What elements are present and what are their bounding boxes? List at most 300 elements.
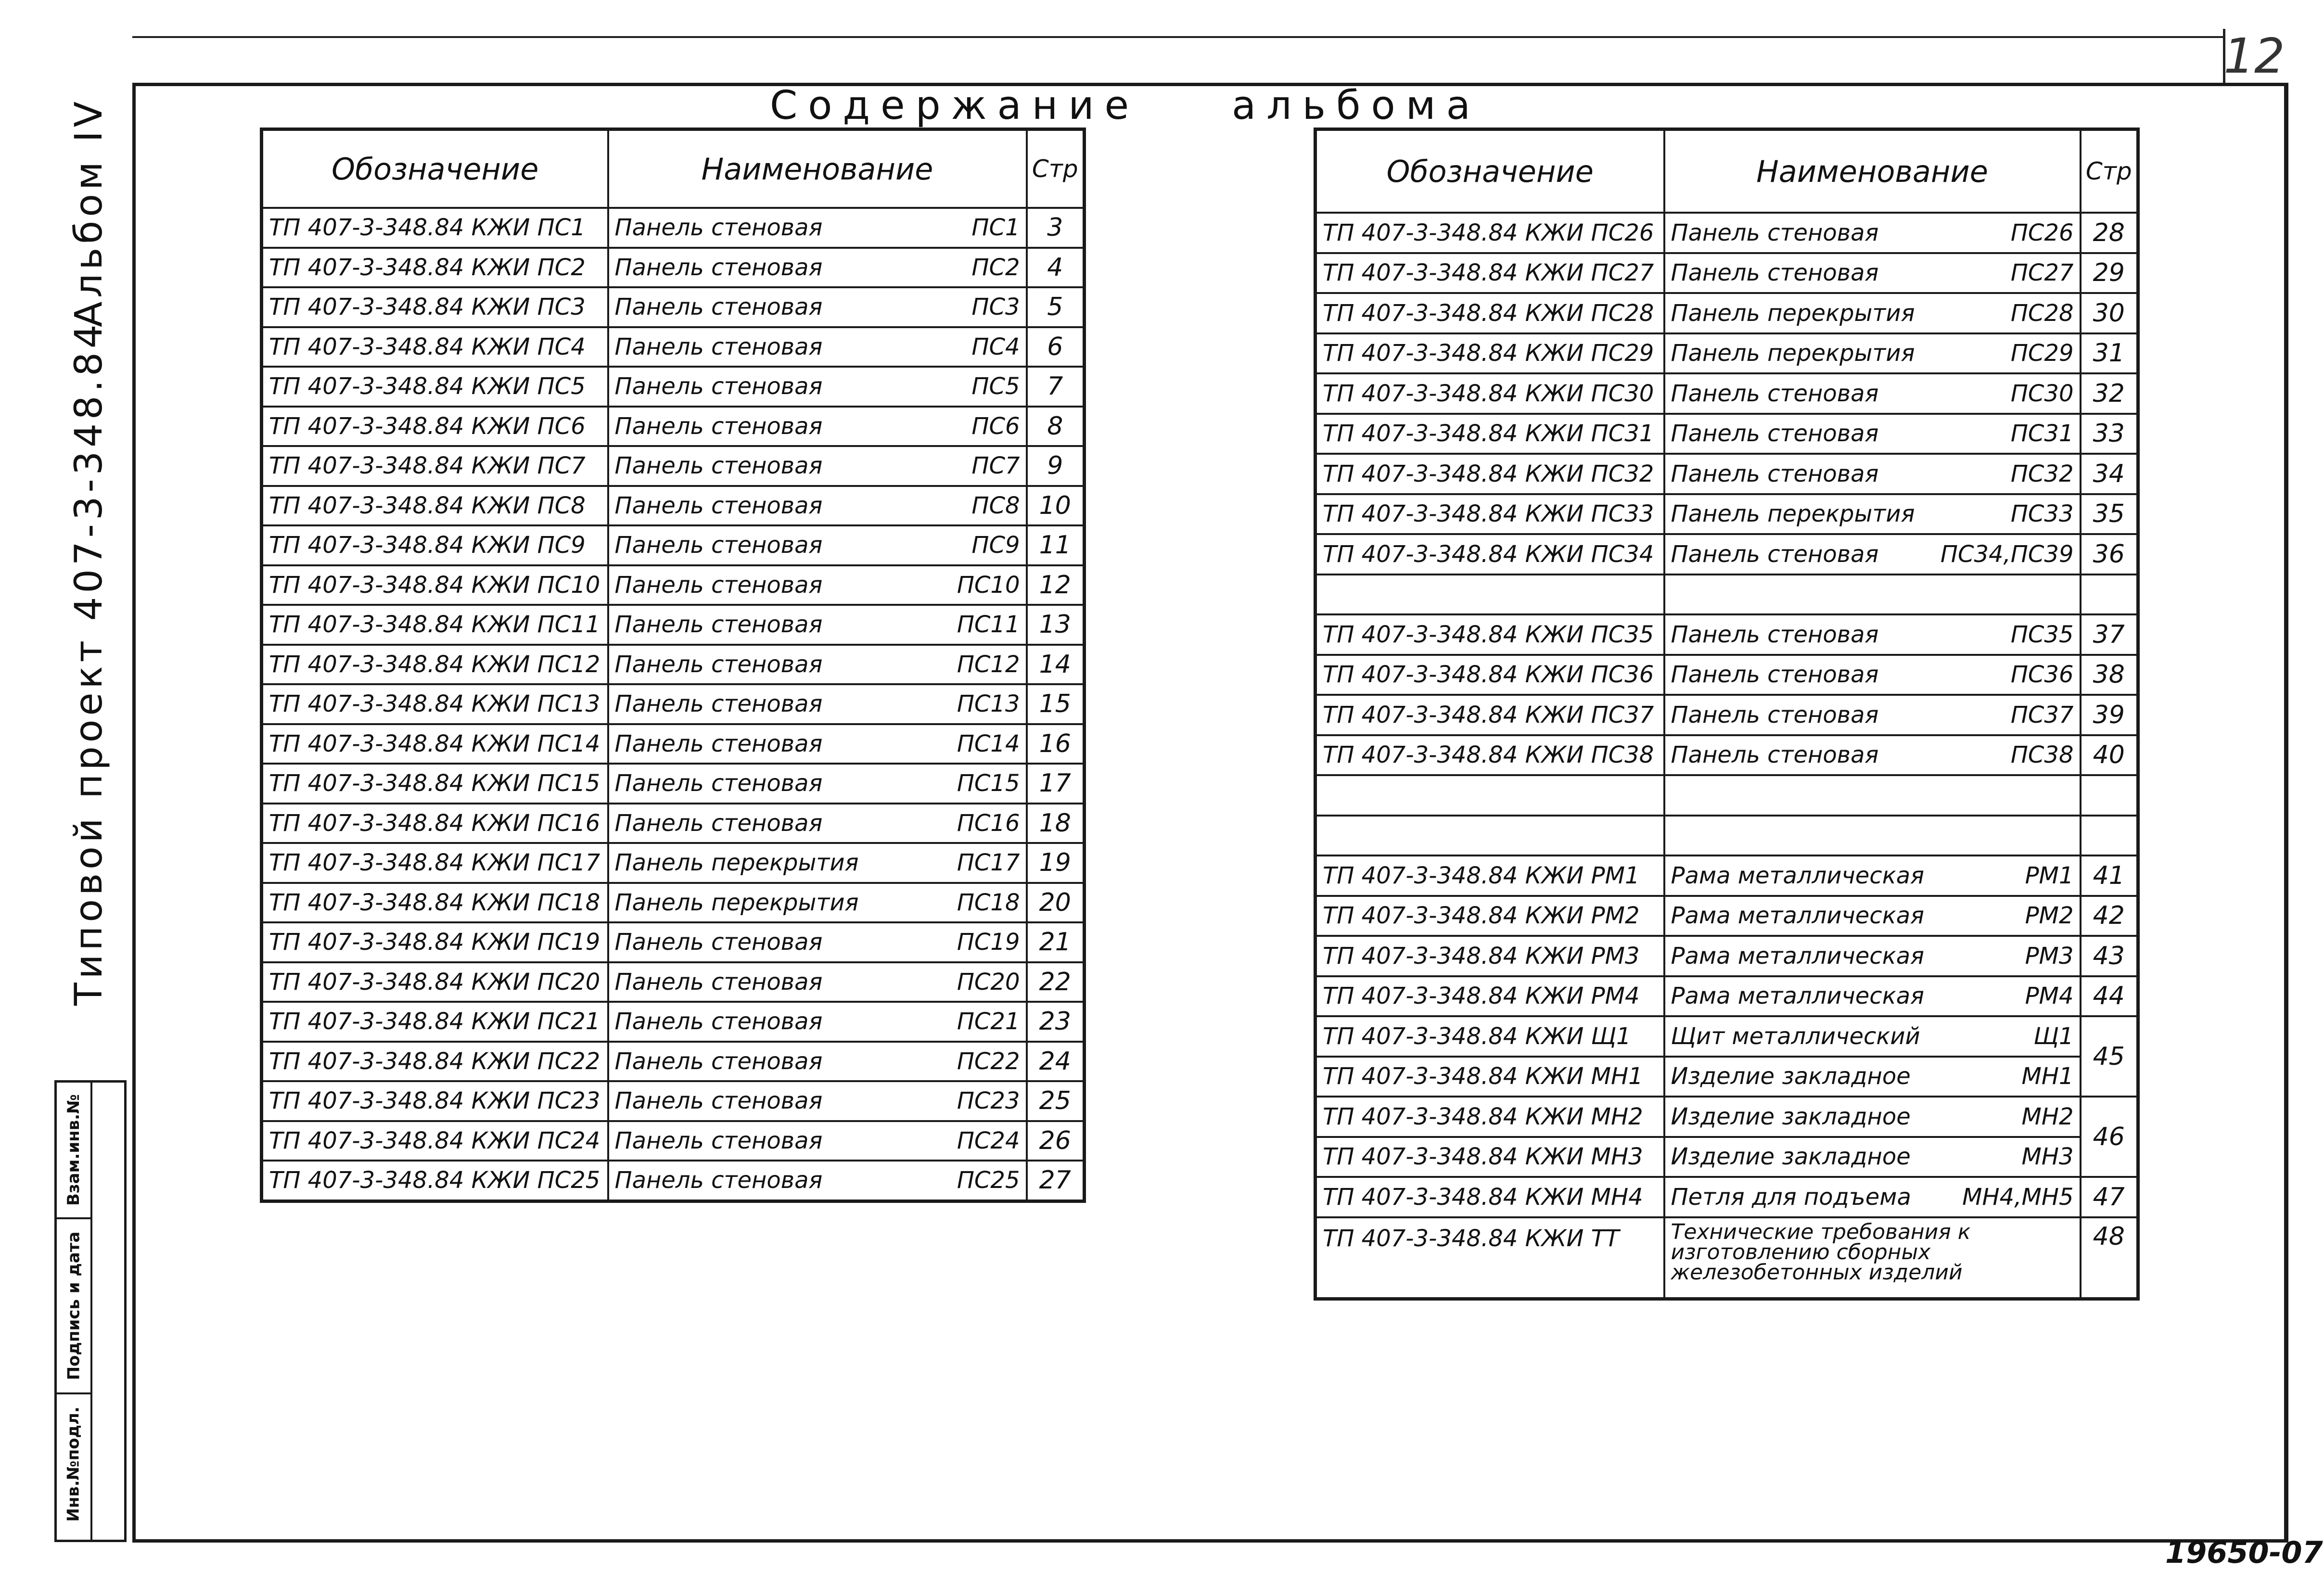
- table-row: [1315, 976, 2138, 1017]
- row-mark: МН3: [2021, 1143, 2074, 1171]
- row-name-cell: [608, 1161, 1027, 1201]
- row-page: 40: [2081, 735, 2138, 776]
- row-name: Панель стеновая: [1671, 540, 1879, 568]
- row-mark: ПС13: [957, 690, 1020, 718]
- header-code: Обозначение: [1315, 129, 1664, 213]
- row-code: ТП 407-3-348.84 КЖИ ПС20: [262, 962, 608, 1002]
- row-page: 35: [2081, 494, 2138, 535]
- table-row: [1315, 1217, 2138, 1299]
- row-name: Изделие закладное: [1671, 1063, 1911, 1090]
- row-code: ТП 407-3-348.84 КЖИ МН3: [1315, 1137, 1664, 1177]
- row-page: 18: [1027, 804, 1085, 843]
- row-name: Панель стеновая: [614, 651, 823, 678]
- row-name-cell: [608, 1042, 1027, 1082]
- stamp-cell-inv-orig: [57, 1394, 90, 1534]
- row-page: 33: [2081, 414, 2138, 454]
- table-row: [1315, 1137, 2138, 1177]
- stamp-label-inv-orig: Инв.№подл.: [64, 1406, 84, 1522]
- row-code: ТП 407-3-348.84 КЖИ ПС28: [1315, 293, 1664, 333]
- row-mark: ПС38: [2010, 741, 2074, 769]
- row-page: 23: [1027, 1002, 1085, 1042]
- row-name-cell: [1664, 373, 2081, 414]
- row-page: 38: [2081, 655, 2138, 695]
- row-name: Панель стеновая: [614, 730, 823, 757]
- row-name: Панель стеновая: [614, 294, 823, 321]
- table-row: [1315, 816, 2138, 856]
- row-name-cell: [608, 327, 1027, 367]
- row-name-cell: [1664, 614, 2081, 655]
- row-name-cell: [608, 208, 1027, 248]
- row-page: 16: [1027, 724, 1085, 764]
- row-code: ТП 407-3-348.84 КЖИ ПС37: [1315, 695, 1664, 735]
- table-row: [262, 922, 1085, 962]
- row-name: Панель стеновая: [614, 1008, 823, 1035]
- table-row: [1315, 775, 2138, 816]
- row-name-cell: [1664, 1177, 2081, 1217]
- row-page: 39: [2081, 695, 2138, 735]
- row-name-cell: [608, 486, 1027, 526]
- row-name-cell: [608, 1081, 1027, 1121]
- row-name-cell: [608, 287, 1027, 327]
- row-code: ТП 407-3-348.84 КЖИ ПС26: [1315, 213, 1664, 253]
- row-code: ТП 407-3-348.84 КЖИ РМ2: [1315, 896, 1664, 936]
- row-page: 29: [2081, 253, 2138, 294]
- row-name: Панель стеновая: [614, 254, 823, 281]
- row-name: Панель перекрытия: [1671, 299, 1915, 327]
- row-code: ТП 407-3-348.84 КЖИ ПС30: [1315, 373, 1664, 414]
- row-name-cell: [1664, 293, 2081, 333]
- row-mark: ПС16: [957, 809, 1020, 837]
- row-page: 15: [1027, 684, 1085, 724]
- table-row: [1315, 414, 2138, 454]
- table-row: [1315, 1177, 2138, 1217]
- table-row: [1315, 1016, 2138, 1057]
- table-row: [262, 1161, 1085, 1201]
- row-code: ТП 407-3-348.84 КЖИ ПС3: [262, 287, 608, 327]
- row-page: 4: [1027, 248, 1085, 288]
- row-mark: РМ4: [2025, 983, 2074, 1010]
- row-page: 26: [1027, 1121, 1085, 1161]
- row-page: 41: [2081, 855, 2138, 896]
- row-name-cell: [608, 804, 1027, 843]
- row-page: 43: [2081, 936, 2138, 976]
- row-code: ТП 407-3-348.84 КЖИ ПС33: [1315, 494, 1664, 535]
- row-name-cell: [1664, 333, 2081, 374]
- row-page: 36: [2081, 534, 2138, 574]
- row-page: 7: [1027, 367, 1085, 407]
- table-row: [262, 804, 1085, 843]
- row-code: ТП 407-3-348.84 КЖИ ПС36: [1315, 655, 1664, 695]
- row-mark: ПС20: [957, 968, 1020, 996]
- row-page: 46: [2081, 1097, 2138, 1177]
- row-code: ТП 407-3-348.84 КЖИ МН2: [1315, 1097, 1664, 1137]
- row-name: Панель стеновая: [1671, 259, 1879, 287]
- top-rule: [132, 36, 2223, 38]
- table-row: [262, 208, 1085, 248]
- row-name: Рама металлическая: [1671, 902, 1924, 930]
- row-name: Панель стеновая: [614, 532, 823, 559]
- table-row: [262, 645, 1085, 685]
- table-row: [262, 843, 1085, 883]
- row-name-cell: [608, 407, 1027, 447]
- row-page: 44: [2081, 976, 2138, 1017]
- row-name: Панель стеновая: [1671, 380, 1879, 407]
- table-row: [262, 684, 1085, 724]
- table-row: [1315, 253, 2138, 294]
- row-mark: ПС8: [971, 492, 1020, 519]
- row-mark: ПС31: [2010, 420, 2074, 447]
- row-code: ТП 407-3-348.84 КЖИ ПС4: [262, 327, 608, 367]
- row-page: 20: [1027, 883, 1085, 923]
- archive-number: 19650-07: [2165, 1535, 2323, 1570]
- row-name-cell: [1664, 534, 2081, 574]
- row-mark: ПС33: [2010, 500, 2074, 528]
- row-mark: ПС21: [957, 1008, 1020, 1035]
- table-row: [1315, 534, 2138, 574]
- row-name: Панель стеновая: [614, 1087, 823, 1115]
- row-name: Панель стеновая: [614, 770, 823, 797]
- row-mark: ПС24: [957, 1127, 1020, 1154]
- table-row: [262, 724, 1085, 764]
- row-page: 22: [1027, 962, 1085, 1002]
- row-mark: ПС15: [957, 770, 1020, 797]
- row-name-cell: [608, 883, 1027, 923]
- row-mark: ПС26: [2010, 219, 2074, 246]
- row-code: ТП 407-3-348.84 КЖИ ПС6: [262, 407, 608, 447]
- contents-table-left: [260, 128, 1086, 1203]
- table-row: [262, 764, 1085, 804]
- row-name: Технические требования к изготовлению сборных железобетонных изделий: [1671, 1219, 1971, 1285]
- row-name: Панель стеновая: [1671, 219, 1879, 246]
- table-header-row: [262, 129, 1085, 208]
- row-name-cell: [608, 922, 1027, 962]
- row-name-cell: [1664, 896, 2081, 936]
- row-name: Панель стеновая: [614, 929, 823, 956]
- row-name: Панель стеновая: [614, 492, 823, 519]
- row-code: ТП 407-3-348.84 КЖИ ПС16: [262, 804, 608, 843]
- table-row: [1315, 655, 2138, 695]
- row-code: ТП 407-3-348.84 КЖИ ПС1: [262, 208, 608, 248]
- row-page: 13: [1027, 605, 1085, 645]
- sheet-number: 12: [2223, 27, 2285, 84]
- row-name-cell: [1664, 1217, 2081, 1299]
- row-name: Панель стеновая: [614, 373, 823, 400]
- row-mark: РМ1: [2025, 862, 2074, 889]
- row-mark: ПС14: [957, 730, 1020, 757]
- row-name-cell: [1664, 454, 2081, 494]
- row-code: ТП 407-3-348.84 КЖИ ПС12: [262, 645, 608, 685]
- row-page: 34: [2081, 454, 2138, 494]
- row-page: 17: [1027, 764, 1085, 804]
- row-code: ТП 407-3-348.84 КЖИ ПС22: [262, 1042, 608, 1082]
- row-mark: Щ1: [2033, 1022, 2074, 1050]
- row-code: ТП 407-3-348.84 КЖИ ПС29: [1315, 333, 1664, 374]
- table-row: [262, 287, 1085, 327]
- row-code: ТП 407-3-348.84 КЖИ ПС7: [262, 446, 608, 486]
- row-page: 48: [2081, 1217, 2138, 1299]
- table-row: [1315, 333, 2138, 374]
- row-name-cell: [608, 248, 1027, 288]
- row-name: Панель стеновая: [614, 690, 823, 718]
- row-mark: ПС23: [957, 1087, 1020, 1115]
- row-page: 5: [1027, 287, 1085, 327]
- row-name: Панель стеновая: [614, 1047, 823, 1075]
- row-code: ТП 407-3-348.84 КЖИ ПС18: [262, 883, 608, 923]
- row-code: ТП 407-3-348.84 КЖИ ПС24: [262, 1121, 608, 1161]
- row-mark: ПС32: [2010, 460, 2074, 487]
- row-code: ТП 407-3-348.84 КЖИ ПС2: [262, 248, 608, 288]
- table-row: [1315, 896, 2138, 936]
- row-mark: МН4,МН5: [1962, 1183, 2074, 1211]
- row-mark: ПС11: [957, 611, 1020, 638]
- row-name-cell: [1664, 213, 2081, 253]
- header-name: Наименование: [608, 129, 1027, 208]
- row-code: ТП 407-3-348.84 КЖИ ПС8: [262, 486, 608, 526]
- row-mark: ПС6: [971, 412, 1020, 440]
- table-row: [262, 962, 1085, 1002]
- row-page: 3: [1027, 208, 1085, 248]
- table-row: [262, 1121, 1085, 1161]
- side-text-album: Альбом IV: [67, 97, 111, 327]
- row-mark: ПС4: [971, 333, 1020, 360]
- row-code: ТП 407-3-348.84 КЖИ ПС21: [262, 1002, 608, 1042]
- row-page: 21: [1027, 922, 1085, 962]
- row-page: [2081, 816, 2138, 856]
- row-name-cell: [1664, 1057, 2081, 1097]
- row-code: ТП 407-3-348.84 КЖИ ПС25: [262, 1161, 608, 1201]
- table-row: [262, 367, 1085, 407]
- table-row: [262, 525, 1085, 565]
- row-name: Панель перекрытия: [1671, 500, 1915, 528]
- table-row: [262, 1042, 1085, 1082]
- row-name: Панель стеновая: [1671, 420, 1879, 447]
- row-page: 9: [1027, 446, 1085, 486]
- row-name: Панель стеновая: [614, 571, 823, 599]
- header-name: Наименование: [1664, 129, 2081, 213]
- row-name-cell: [1664, 695, 2081, 735]
- row-name-cell: [1664, 816, 2081, 856]
- row-name: Рама металлическая: [1671, 983, 1924, 1010]
- row-mark: РМ2: [2025, 902, 2074, 930]
- row-name: Рама металлическая: [1671, 942, 1924, 970]
- row-mark: ПС36: [2010, 661, 2074, 689]
- row-name: Панель стеновая: [614, 333, 823, 360]
- row-page: 32: [2081, 373, 2138, 414]
- row-name-cell: [608, 645, 1027, 685]
- row-name: Петля для подъема: [1671, 1183, 1911, 1211]
- row-mark: ПС18: [957, 889, 1020, 916]
- title-left: Содержание: [770, 83, 1140, 128]
- row-page: 11: [1027, 525, 1085, 565]
- row-name: Панель стеновая: [1671, 661, 1879, 689]
- table-row: [262, 327, 1085, 367]
- row-mark: ПС25: [957, 1167, 1020, 1194]
- row-page: 47: [2081, 1177, 2138, 1217]
- row-code: ТП 407-3-348.84 КЖИ ПС31: [1315, 414, 1664, 454]
- table-row: [1315, 855, 2138, 896]
- row-name-cell: [608, 1002, 1027, 1042]
- row-name: Панель стеновая: [614, 412, 823, 440]
- table-row: [262, 605, 1085, 645]
- row-code: ТП 407-3-348.84 КЖИ ПС23: [262, 1081, 608, 1121]
- row-name-cell: [1664, 494, 2081, 535]
- row-code: ТП 407-3-348.84 КЖИ ПС34: [1315, 534, 1664, 574]
- row-mark: ПС12: [957, 651, 1020, 678]
- stamp-label-sign-date: Подпись и дата: [64, 1231, 84, 1380]
- row-name: Панель стеновая: [614, 1127, 823, 1154]
- row-page: [2081, 574, 2138, 615]
- table-row: [1315, 936, 2138, 976]
- row-mark: ПС5: [971, 373, 1020, 400]
- row-name-cell: [608, 764, 1027, 804]
- row-name-cell: [1664, 1016, 2081, 1057]
- row-page: 25: [1027, 1081, 1085, 1121]
- row-name-cell: [608, 962, 1027, 1002]
- row-name-cell: [608, 525, 1027, 565]
- row-name: Панель стеновая: [1671, 701, 1879, 728]
- table-row: [262, 1081, 1085, 1121]
- row-name-cell: [608, 724, 1027, 764]
- row-page: 28: [2081, 213, 2138, 253]
- row-name: Панель стеновая: [1671, 621, 1879, 648]
- row-code: ТП 407-3-348.84 КЖИ ПС19: [262, 922, 608, 962]
- row-name-cell: [1664, 574, 2081, 615]
- row-mark: ПС9: [971, 532, 1020, 559]
- table-row: [1315, 695, 2138, 735]
- title-right: альбома: [1232, 83, 1481, 128]
- row-name-cell: [1664, 414, 2081, 454]
- table-row: [1315, 614, 2138, 655]
- row-name: Изделие закладное: [1671, 1143, 1911, 1171]
- row-page: 24: [1027, 1042, 1085, 1082]
- row-code: [1315, 816, 1664, 856]
- row-code: ТП 407-3-348.84 КЖИ ПС5: [262, 367, 608, 407]
- row-name-cell: [608, 446, 1027, 486]
- table-row: [1315, 1057, 2138, 1097]
- row-mark: ПС10: [957, 571, 1020, 599]
- row-page: 30: [2081, 293, 2138, 333]
- table-row: [1315, 454, 2138, 494]
- table-row: [262, 446, 1085, 486]
- row-name: Панель перекрытия: [1671, 340, 1915, 367]
- row-code: ТП 407-3-348.84 КЖИ ПС13: [262, 684, 608, 724]
- row-name: Панель стеновая: [614, 452, 823, 480]
- row-code: [1315, 775, 1664, 816]
- row-page: 37: [2081, 614, 2138, 655]
- row-code: ТП 407-3-348.84 КЖИ ПС35: [1315, 614, 1664, 655]
- row-name-cell: [1664, 1097, 2081, 1137]
- table-row: [1315, 574, 2138, 615]
- table-row: [1315, 293, 2138, 333]
- row-name-cell: [1664, 855, 2081, 896]
- row-mark: ПС35: [2010, 621, 2074, 648]
- row-mark: ПС1: [971, 214, 1020, 242]
- table-row: [1315, 735, 2138, 776]
- side-text-project: Типовой проект 407-3-348.84: [67, 320, 111, 1006]
- row-name: Панель перекрытия: [614, 849, 859, 877]
- row-code: ТП 407-3-348.84 КЖИ ПС14: [262, 724, 608, 764]
- row-code: ТП 407-3-348.84 КЖИ ПС38: [1315, 735, 1664, 776]
- row-mark: МН1: [2021, 1063, 2074, 1090]
- table-row: [262, 1002, 1085, 1042]
- header-page: Стр: [2081, 129, 2138, 213]
- row-page: 6: [1027, 327, 1085, 367]
- row-mark: ПС27: [2010, 259, 2074, 287]
- row-name: Панель перекрытия: [614, 889, 859, 916]
- row-mark: ПС17: [957, 849, 1020, 877]
- row-page: 31: [2081, 333, 2138, 374]
- row-name-cell: [1664, 253, 2081, 294]
- row-code: ТП 407-3-348.84 КЖИ ПС32: [1315, 454, 1664, 494]
- row-page: 27: [1027, 1161, 1085, 1201]
- row-page: 45: [2081, 1016, 2138, 1097]
- table-row: [1315, 373, 2138, 414]
- row-name: Панель стеновая: [614, 968, 823, 996]
- table-row: [262, 883, 1085, 923]
- header-page: Стр: [1027, 129, 1085, 208]
- row-mark: МН2: [2021, 1103, 2074, 1130]
- table-row: [1315, 1097, 2138, 1137]
- row-name-cell: [1664, 976, 2081, 1017]
- table-row: [262, 565, 1085, 605]
- row-code: ТП 407-3-348.84 КЖИ РМ4: [1315, 976, 1664, 1017]
- row-name-cell: [608, 1121, 1027, 1161]
- row-name: Изделие закладное: [1671, 1103, 1911, 1130]
- stamp-cell-inv-repl: [57, 1083, 90, 1219]
- row-name-cell: [608, 684, 1027, 724]
- row-code: ТП 407-3-348.84 КЖИ ПС27: [1315, 253, 1664, 294]
- row-name-cell: [1664, 655, 2081, 695]
- row-mark: ПС2: [971, 254, 1020, 281]
- row-name-cell: [608, 367, 1027, 407]
- row-page: 19: [1027, 843, 1085, 883]
- row-page: 12: [1027, 565, 1085, 605]
- row-name-cell: [608, 843, 1027, 883]
- header-code: Обозначение: [262, 129, 608, 208]
- stamp-label-inv-repl: Взам.инв.№: [64, 1094, 84, 1206]
- row-name: Панель стеновая: [1671, 741, 1879, 769]
- row-page: 42: [2081, 896, 2138, 936]
- row-mark: ПС7: [971, 452, 1020, 480]
- table-row: [262, 248, 1085, 288]
- row-name: Панель стеновая: [614, 214, 823, 242]
- row-code: ТП 407-3-348.84 КЖИ ПС11: [262, 605, 608, 645]
- row-code: ТП 407-3-348.84 КЖИ ПС17: [262, 843, 608, 883]
- row-mark: ПС22: [957, 1047, 1020, 1075]
- row-mark: РМ3: [2025, 942, 2074, 970]
- row-code: ТП 407-3-348.84 КЖИ ПС9: [262, 525, 608, 565]
- row-name: Панель стеновая: [614, 611, 823, 638]
- row-mark: ПС30: [2010, 380, 2074, 407]
- row-code: ТП 407-3-348.84 КЖИ МН1: [1315, 1057, 1664, 1097]
- row-code: ТП 407-3-348.84 КЖИ ПС15: [262, 764, 608, 804]
- row-page: 8: [1027, 407, 1085, 447]
- row-mark: ПС34,ПС39: [1940, 540, 2074, 568]
- row-page: [2081, 775, 2138, 816]
- row-code: ТП 407-3-348.84 КЖИ ТТ: [1315, 1217, 1664, 1299]
- row-name: Щит металлический: [1671, 1022, 1920, 1050]
- contents-table-right: [1314, 128, 2140, 1301]
- row-name: Рама металлическая: [1671, 862, 1924, 889]
- approval-stamp: [54, 1080, 127, 1542]
- table-header-row: [1315, 129, 2138, 213]
- row-name-cell: [1664, 775, 2081, 816]
- row-name-cell: [1664, 735, 2081, 776]
- row-mark: ПС29: [2010, 340, 2074, 367]
- row-page: 14: [1027, 645, 1085, 685]
- row-code: ТП 407-3-348.84 КЖИ Щ1: [1315, 1016, 1664, 1057]
- row-name: Панель стеновая: [614, 809, 823, 837]
